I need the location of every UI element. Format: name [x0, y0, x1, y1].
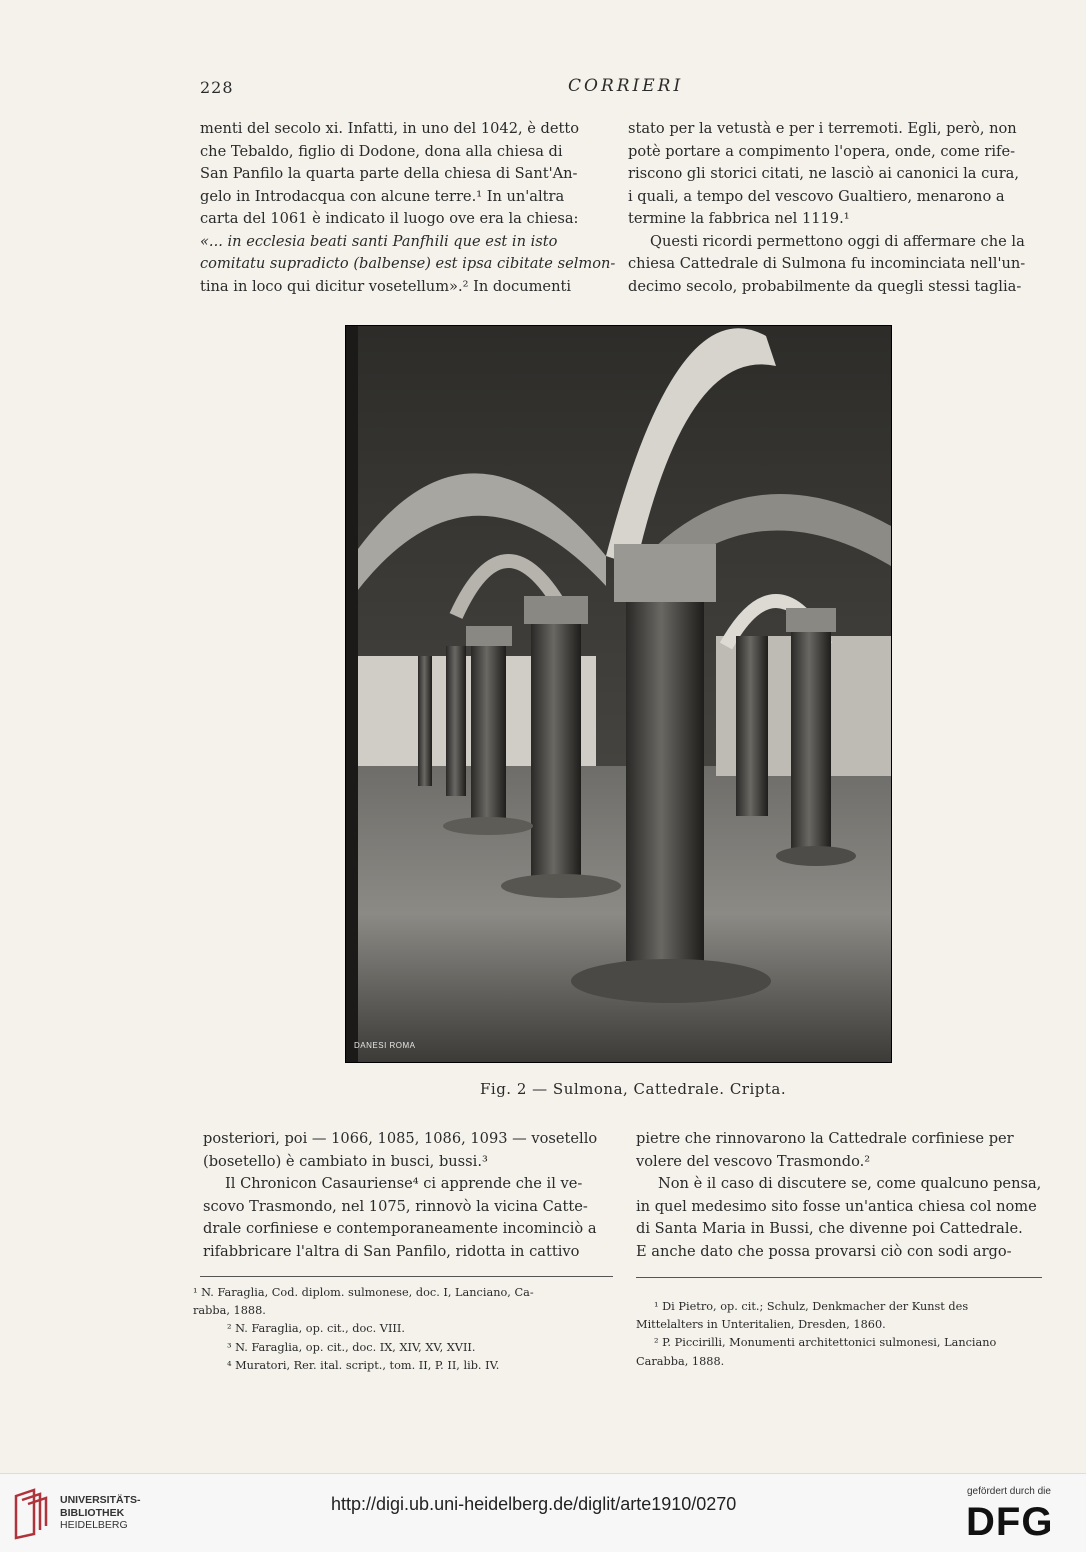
text-column-top-left [200, 118, 616, 298]
text-line: i quali, a tempo del vescovo Gualtiero, menarono a [628, 187, 1005, 205]
text-line: Il Chronicon Casauriense⁴ ci apprende che il ve- [225, 1175, 583, 1192]
footnote-line: rabba, 1888. [193, 1304, 266, 1318]
text-column-bottom-left [203, 1128, 613, 1263]
text-column-bottom-right [636, 1128, 1042, 1263]
footnote-line: ⁴ Muratori, Rer. ital. script., tom. II, P. II, lib. IV. [227, 1358, 500, 1372]
university-library-logo-icon [10, 1486, 52, 1540]
text-line: (bosetello) è cambiato in busci, bussi.³ [203, 1152, 488, 1170]
text-line: potè portare a compimento l'opera, onde, come rife- [628, 142, 1016, 160]
text-line: Questi ricordi permettono oggi di affermare che la [650, 232, 1025, 250]
text-line: riscono gli storici citati, ne lasciò ai canonici la cura, [628, 165, 1020, 182]
text-line: menti del secolo xi. Infatti, in uno del 1042, è detto [200, 120, 580, 137]
running-title: CORRIERI [568, 76, 684, 96]
text-line: pietre che rinnovarono la Cattedrale corfiniese per [636, 1130, 1014, 1147]
text-column-top-right [628, 118, 1042, 298]
text-line: stato per la vetustà e per i terremoti. Egli, però, non [628, 120, 1017, 137]
crypt-photo-illustration [346, 326, 891, 1062]
crypt-photograph [345, 325, 892, 1063]
digitization-banner [0, 1473, 1086, 1552]
footnote-line: Mittelalters in Unteritalien, Dresden, 1860. [636, 1318, 886, 1332]
footnote-rule-right [636, 1277, 1042, 1278]
footnotes-right [636, 1298, 1046, 1371]
text-line: scovo Trasmondo, nel 1075, rinnovò la vicina Catte- [203, 1197, 588, 1215]
text-line: termine la fabbrica nel 1119.¹ [628, 210, 850, 227]
footnote-line: ¹ N. Faraglia, Cod. diplom. sulmonese, doc. I, Lanciano, Ca- [193, 1286, 534, 1299]
text-line: decimo secolo, probabilmente da quegli stessi taglia- [628, 277, 1022, 295]
library-name-line: BIBLIOTHEK [60, 1506, 125, 1519]
footnotes-left [193, 1284, 613, 1375]
footnote-line: ² P. Piccirilli, Monumenti architettonici sulmonesi, Lanciano [654, 1336, 997, 1350]
library-name [60, 1494, 141, 1532]
text-line: tina in loco qui dicitur vosetellum».² In documenti [200, 277, 572, 295]
footnote-line: ² N. Faraglia, op. cit., doc. VIII. [227, 1322, 405, 1336]
photo-watermark: DANESI ROMA [354, 1041, 416, 1050]
text-line: rifabbricare l'altra di San Panfilo, ridotta in cattivo [203, 1242, 580, 1260]
text-line: carta del 1061 è indicato il luogo ove era la chiesa: [200, 210, 579, 227]
permalink-url[interactable]: http://digi.ub.uni-heidelberg.de/diglit/arte1910/0270 [331, 1494, 737, 1514]
text-line: in quel medesimo sito fosse un'antica chiesa col nome [636, 1197, 1037, 1215]
footnote-line: ¹ Di Pietro, op. cit.; Schulz, Denkmacher der Kunst des [654, 1300, 969, 1313]
text-line: che Tebaldo, figlio di Dodone, dona alla chiesa di [200, 142, 563, 160]
text-line: posteriori, poi — 1066, 1085, 1086, 1093 — vosetello [203, 1130, 598, 1147]
figure-caption: Fig. 2 — Sulmona, Cattedrale. Cripta. [480, 1080, 787, 1098]
text-line: drale corfiniese e contemporaneamente incominciò a [203, 1220, 597, 1237]
text-line: volere del vescovo Trasmondo.² [636, 1152, 871, 1170]
footnote-line: ³ N. Faraglia, op. cit., doc. IX, XIV, XV, XVII. [227, 1340, 476, 1354]
text-line: chiesa Cattedrale di Sulmona fu incominciata nell'un- [628, 255, 1026, 272]
library-name-line: HEIDELBERG [60, 1519, 128, 1531]
library-name-line: UNIVERSITÄTS- [60, 1494, 141, 1506]
text-line: San Panfilo la quarta parte della chiesa di Sant'An- [200, 165, 578, 182]
text-line: gelo in Introdacqua con alcune terre.¹ In un'altra [200, 187, 565, 205]
funding-label: gefördert durch die [967, 1486, 1051, 1497]
footnote-rule-left [200, 1276, 613, 1277]
page-number: 228 [200, 78, 234, 97]
text-line: comitatu supradicto (balbense) est ipsa cibitate selmon- [200, 255, 616, 272]
text-line: Non è il caso di discutere se, come qualcuno pensa, [658, 1175, 1042, 1192]
text-line: E anche dato che possa provarsi ciò con sodi argo- [636, 1242, 1012, 1260]
text-line: «... in ecclesia beati santi Panfhili que est in isto [200, 232, 558, 250]
footnote-line: Carabba, 1888. [636, 1354, 725, 1368]
text-line: di Santa Maria in Bussi, che divenne poi Cattedrale. [636, 1220, 1023, 1237]
dfg-logo: DFG [966, 1500, 1054, 1544]
